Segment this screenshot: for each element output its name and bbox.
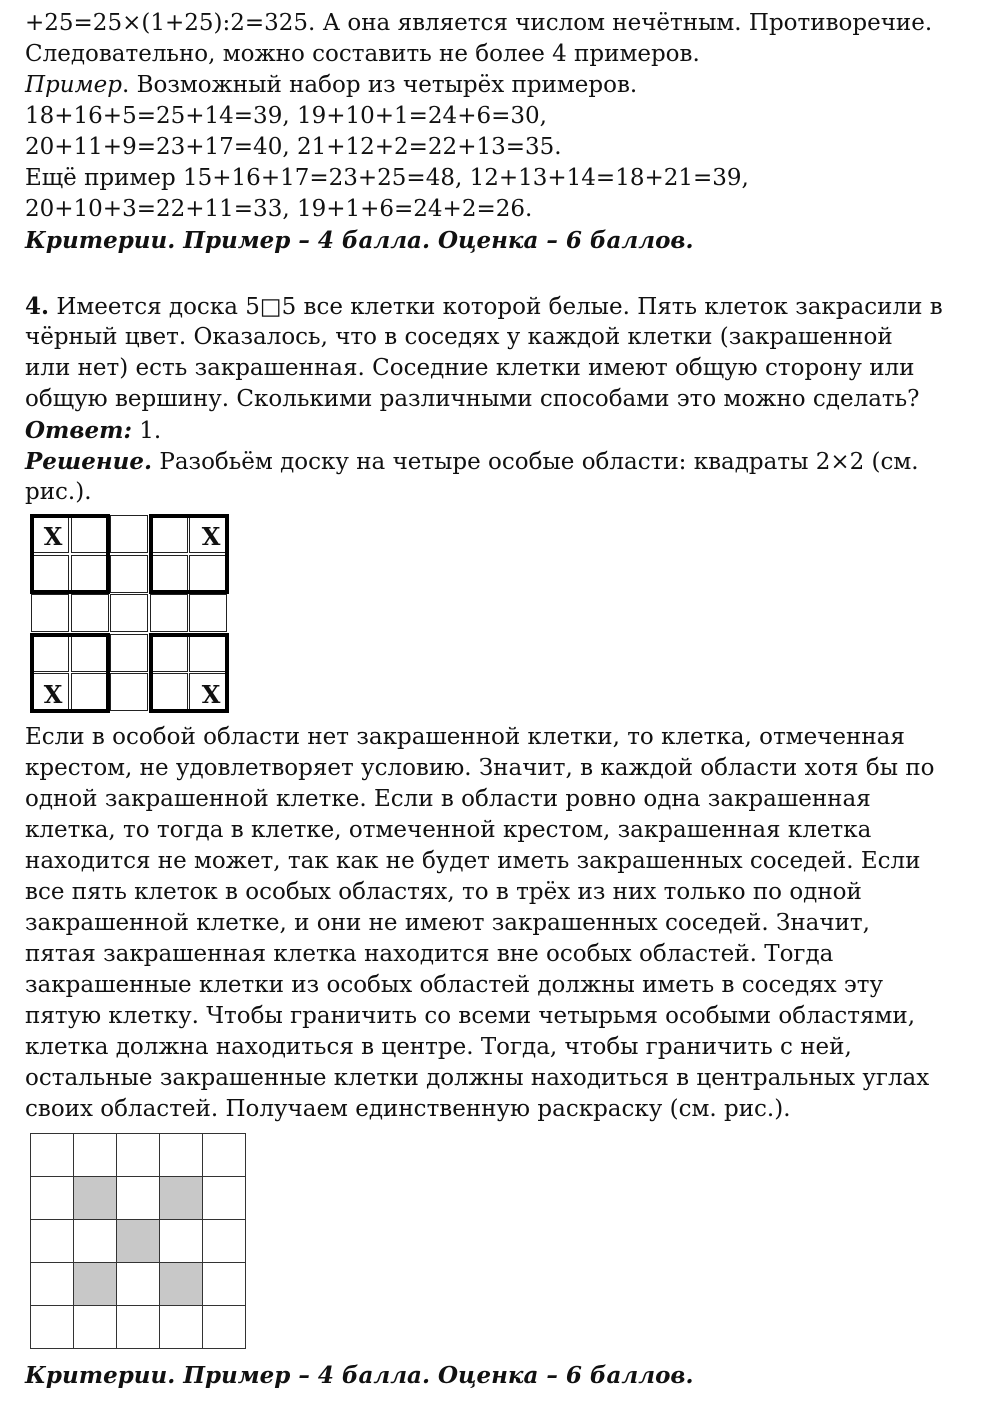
grid-cell	[73, 1305, 117, 1349]
grid-cell	[116, 1176, 160, 1220]
figure-colouring	[30, 1133, 245, 1348]
grid-cell	[150, 594, 188, 632]
text-line: общую вершину. Сколькими различными способами это можно сделать?	[25, 386, 920, 412]
shaded-cell	[73, 1176, 117, 1220]
text-line: чёрный цвет. Оказалось, что в соседях у каждой клетки (закрашенной	[25, 324, 893, 350]
shaded-cell	[73, 1262, 117, 1306]
grid-cell	[71, 594, 109, 632]
cross-mark: X	[201, 680, 221, 709]
grid-cell	[110, 673, 148, 711]
grid-cell	[202, 1262, 246, 1306]
text-span: Имеется доска 5□5 все клетки которой белые. Пять клеток закрасили в	[49, 294, 943, 320]
text-line: 20+11+9=23+17=40, 21+12+2=22+13=35.	[25, 134, 562, 160]
solution-line	[25, 446, 919, 478]
grid-cell	[202, 1305, 246, 1349]
cross-mark: X	[201, 522, 221, 551]
grid-cell	[73, 1133, 117, 1177]
text-line: пятую клетку. Чтобы граничить со всеми четырьмя особыми областями,	[25, 1003, 916, 1029]
criteria-line: Критерии. Пример – 4 балла. Оценка – 6 баллов.	[25, 227, 694, 254]
answer-line	[25, 415, 161, 447]
grid-cell	[202, 1176, 246, 1220]
text-line: или нет) есть закрашенная. Соседние клетки имеют общую сторону или	[25, 355, 915, 381]
text-line: Если в особой области нет закрашенной клетки, то клетка, отмеченная	[25, 724, 905, 750]
shaded-cell	[159, 1176, 203, 1220]
solution-label: Решение.	[25, 448, 153, 475]
text-line: находится не может, так как не будет иметь закрашенных соседей. Если	[25, 848, 921, 874]
cross-mark: X	[43, 522, 63, 551]
grid-cell	[116, 1305, 160, 1349]
grid-cell	[110, 594, 148, 632]
text-line: клетка должна находиться в центре. Тогда, чтобы граничить с ней,	[25, 1034, 852, 1060]
text-span: . Возможный набор из четырёх примеров.	[122, 72, 638, 98]
problem-statement-line	[25, 291, 943, 323]
grid-cell	[30, 1133, 74, 1177]
problem-number: 4.	[25, 293, 50, 320]
text-line: клетка, то тогда в клетке, отмеченной крестом, закрашенная клетка	[25, 817, 872, 843]
grid-cell	[159, 1133, 203, 1177]
text-line: 18+16+5=25+14=39, 19+10+1=24+6=30,	[25, 103, 547, 129]
grid-cell	[159, 1219, 203, 1263]
grid-cell	[189, 594, 227, 632]
text-line: закрашенной клетке, и они не имеют закрашенных соседей. Значит,	[25, 910, 870, 936]
text-line: рис.).	[25, 479, 92, 505]
text-line: одной закрашенной клетке. Если в области ровно одна закрашенная	[25, 786, 871, 812]
text-line: Следовательно, можно составить не более 4 примеров.	[25, 41, 700, 67]
grid-cell	[30, 1305, 74, 1349]
text-line: пятая закрашенная клетка находится вне особых областей. Тогда	[25, 941, 834, 967]
answer-label: Ответ:	[25, 417, 132, 444]
grid-cell	[110, 634, 148, 672]
grid-cell	[73, 1219, 117, 1263]
grid-cell	[116, 1262, 160, 1306]
grid-cell	[30, 1176, 74, 1220]
text-line: своих областей. Получаем единственную раскраску (см. рис.).	[25, 1096, 791, 1122]
shaded-cell	[116, 1219, 160, 1263]
text-line: крестом, не удовлетворяет условию. Значит, в каждой области хотя бы по	[25, 755, 935, 781]
cross-mark: X	[43, 680, 63, 709]
grid-cell	[110, 555, 148, 593]
text-line: +25=25×(1+25):2=325. А она является числом нечётным. Противоречие.	[25, 10, 933, 36]
text-line: 20+10+3=22+11=33, 19+1+6=24+2=26.	[25, 196, 533, 222]
grid-cell	[202, 1133, 246, 1177]
example-label: Пример	[25, 72, 122, 98]
text-line: остальные закрашенные клетки должны находиться в центральных углах	[25, 1065, 930, 1091]
grid-cell	[30, 1262, 74, 1306]
shaded-cell	[159, 1262, 203, 1306]
text-line	[25, 70, 637, 101]
text-span: Разобьём доску на четыре особые области: квадраты 2×2 (см.	[152, 449, 919, 475]
grid-cell	[116, 1133, 160, 1177]
criteria-line: Критерии. Пример – 4 балла. Оценка – 6 баллов.	[25, 1362, 694, 1389]
answer-value: 1.	[131, 418, 162, 444]
grid-cell	[202, 1219, 246, 1263]
figure-special-regions	[31, 515, 231, 715]
text-line: закрашенные клетки из особых областей должны иметь в соседях эту	[25, 972, 884, 998]
text-line: Ещё пример 15+16+17=23+25=48, 12+13+14=18+21=39,	[25, 165, 749, 191]
grid-cell	[110, 515, 148, 553]
grid-cell	[30, 1219, 74, 1263]
grid-cell	[31, 594, 69, 632]
text-line: все пять клеток в особых областях, то в трёх из них только по одной	[25, 879, 862, 905]
grid-cell	[159, 1305, 203, 1349]
